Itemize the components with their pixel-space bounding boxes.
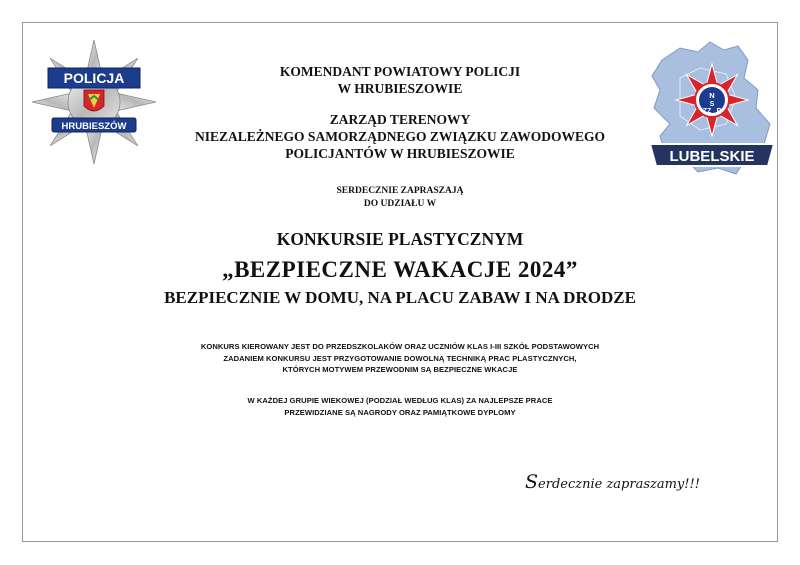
header-commander: [0, 63, 800, 97]
nszzp-letter-s: S: [709, 101, 715, 108]
invitation: [0, 185, 800, 211]
header-line-5: POLICJANTÓW W HRUBIESZOWIE: [285, 146, 515, 161]
nszzp-letters-zz: ZZ: [702, 108, 712, 115]
hrubieszow-text: HRUBIESZÓW: [61, 121, 127, 132]
contest-title: „BEZPIECZNE WAKACJE 2024”: [222, 257, 578, 282]
contest-kind: KONKURSIE PLASTYCZNYM: [276, 229, 524, 249]
nszzp-letter-n: N: [709, 91, 715, 100]
details-line-3: KTÓRYCH MOTYWEM PRZEWODNIM SĄ BEZPIECZNE WKACJE: [282, 365, 518, 374]
contest-subtitle: BEZPIECZNIE W DOMU, NA PLACU ZABAW I NA DRODZE: [164, 288, 636, 307]
details-line-1: KONKURS KIEROWANY JEST DO PRZEDSZKOLAKÓW ORAZ UCZNIÓW KLAS I-III SZKÓŁ PODSTAWOWYCH: [200, 342, 600, 351]
header-line-2: W HRUBIESZOWIE: [337, 81, 463, 96]
header-union: [0, 111, 800, 162]
nszzp-letter-p: P: [716, 108, 722, 115]
details-line-2: ZADANIEM KONKURSU JEST PRZYGOTOWANIE DOWOLNĄ TECHNIKĄ PRAC PLASTYCZNYCH,: [223, 353, 577, 363]
header-line-1: KOMENDANT POWIATOWY POLICJI: [279, 64, 521, 79]
invite-line-1: SERDECZNIE ZAPRASZAJĄ: [336, 186, 464, 196]
closing-rest: erdecznie zapraszamy!!!: [538, 477, 700, 492]
header-line-3: ZARZĄD TERENOWY: [329, 112, 471, 127]
details-line-4: W KAŻDEJ GRUPIE WIEKOWEJ (PODZIAŁ WEDŁUG KLAS) ZA NAJLEPSZE PRACE: [247, 396, 553, 405]
details-paragraph-1: [0, 341, 800, 376]
details-line-5: PRZEWIDZIANE SĄ NAGRODY ORAZ PAMIĄTKOWE DYPLOMY: [284, 407, 516, 417]
closing-signature: [525, 471, 700, 493]
header-line-4: NIEZALEŻNEGO SAMORZĄDNEGO ZWIĄZKU ZAWODOWEGO: [195, 129, 605, 144]
invite-line-2: DO UDZIAŁU W: [363, 199, 437, 209]
details-paragraph-2: [0, 395, 800, 418]
policja-text: POLICJA: [63, 70, 125, 86]
lubelskie-text: LUBELSKIE: [669, 148, 755, 165]
closing-first-letter: S: [525, 471, 539, 493]
